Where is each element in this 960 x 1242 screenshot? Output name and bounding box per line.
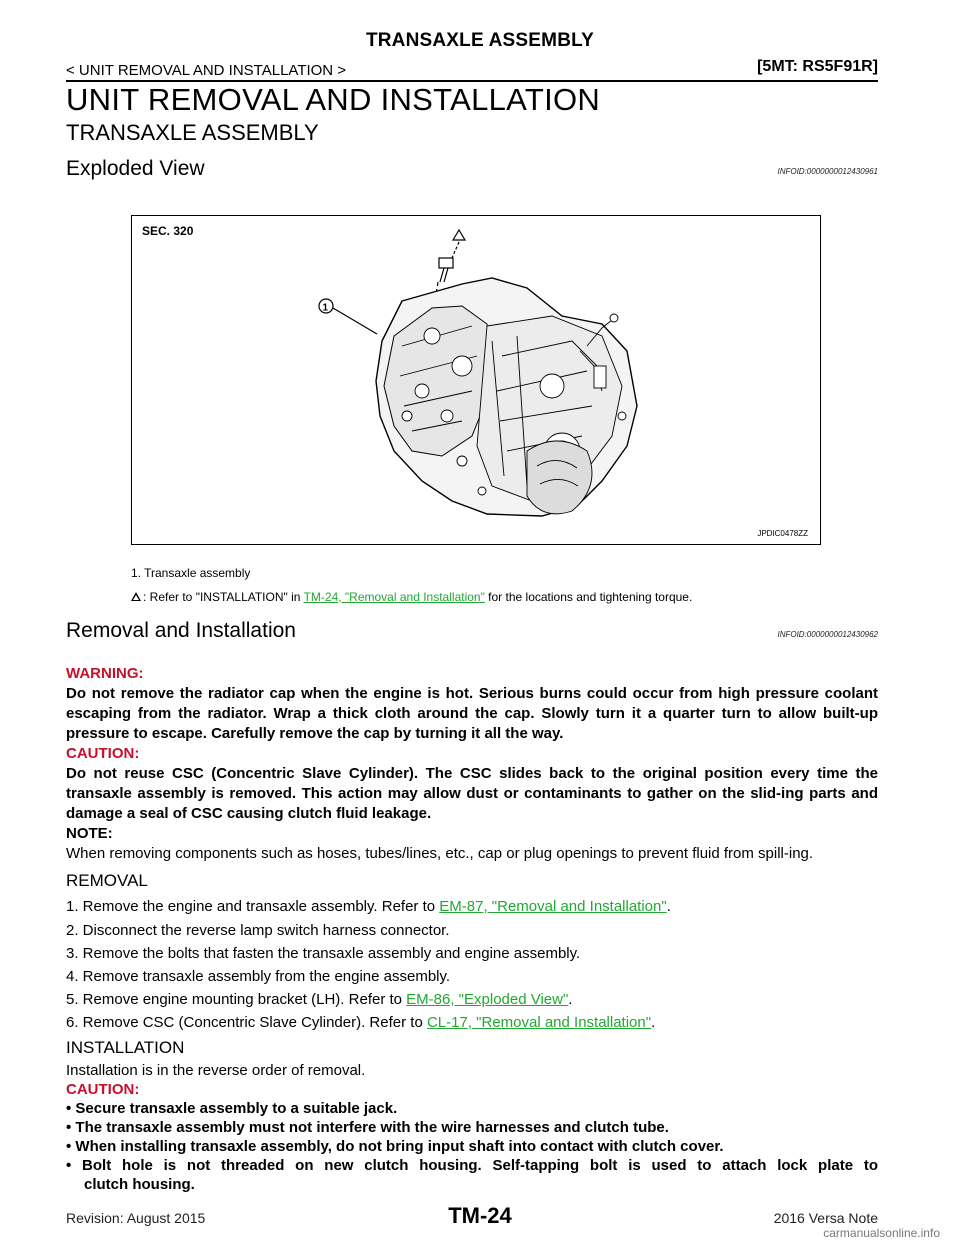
breadcrumb: < UNIT REMOVAL AND INSTALLATION > [66,62,347,79]
revision-date: Revision: August 2015 [66,1210,206,1226]
removal-step-3: 3. Remove the bolts that fasten the transaxle assembly and engine assembly. [66,945,581,962]
link-tm-24[interactable]: TM-24, "Removal and Installation" [303,590,485,604]
installation-caution-label: CAUTION: [66,1081,140,1098]
triangle-icon [131,592,141,601]
exploded-view-figure [131,215,821,545]
page-header-title: TRANSAXLE ASSEMBLY [365,30,595,51]
removal-installation-heading: Removal and Installation [66,619,296,642]
page-number: TM-24 [448,1203,512,1228]
installation-bullet-4-cont: clutch housing. [84,1176,195,1193]
model-code: [5MT: RS5F91R] [757,58,878,75]
figure-sec-label: SEC. 320 [142,224,194,238]
link-cl-17[interactable]: CL-17, "Removal and Installation" [426,1014,652,1031]
link-em-87[interactable]: EM-87, "Removal and Installation" [439,898,667,915]
legend-note: : Refer to "INSTALLATION" in TM-24, "Removal and Installation" for the locations and tightening torque. [131,590,692,604]
infoid-removal-installation: INFOID:0000000012430962 [777,630,878,639]
removal-step-4: 4. Remove transaxle assembly from the engine assembly. [66,968,451,985]
removal-step-1: 1. Remove the engine and transaxle assembly. Refer to EM-87, "Removal and Installation". [66,898,671,915]
warning-text: Do not remove the radiator cap when the engine is hot. Serious burns could occur from high pressure coolant escaping from the radiator. Wrap a thick cloth around the cap. Slowly turn it a quarter turn to allow built-up pressure to escape. Carefully remove the cap by turning it all the way. [66,685,878,742]
section-title: UNIT REMOVAL AND INSTALLATION [66,82,601,117]
model-year: 2016 Versa Note [773,1210,878,1226]
exploded-view-heading: Exploded View [66,157,205,180]
note-text: When removing components such as hoses, tubes/lines, etc., cap or plug openings to prevent fluid from spill-ing. [66,845,814,862]
callout-number [323,303,329,314]
figure-code: JPDIC0478ZZ [757,529,808,538]
subsection-title: TRANSAXLE ASSEMBLY [66,120,319,145]
legend-item-1: 1. Transaxle assembly [131,566,251,580]
installation-intro: Installation is in the reverse order of removal. [66,1062,366,1079]
svg-text:1: 1 [322,302,329,314]
removal-step-2: 2. Disconnect the reverse lamp switch harness connector. [66,922,450,939]
removal-step-5: 5. Remove engine mounting bracket (LH). Refer to EM-86, "Exploded View". [66,991,573,1008]
installation-heading: INSTALLATION [66,1038,185,1057]
removal-step-6: 6. Remove CSC (Concentric Slave Cylinder). Refer to CL-17, "Removal and Installation". [66,1014,656,1031]
removal-heading: REMOVAL [66,871,148,890]
installation-bullet-2: • The transaxle assembly must not interfere with the wire harnesses and clutch tube. [66,1119,669,1136]
transaxle-illustration [132,216,822,546]
safety-notes [66,664,878,864]
installation-bullet-1: • Secure transaxle assembly to a suitable jack. [66,1100,398,1117]
caution-label: CAUTION: [66,745,140,762]
note-label: NOTE: [66,825,113,842]
link-em-86[interactable]: EM-86, "Exploded View" [406,991,569,1008]
warning-label: WARNING: [66,665,144,682]
caution-text: Do not reuse CSC (Concentric Slave Cylinder). The CSC slides back to the original position every time the transaxle assembly is removed. This action may allow dust or contaminants to gather on the slid-ing parts and damage a seal of CSC causing clutch fluid leakage. [66,765,878,822]
installation-bullet-4: • Bolt hole is not threaded on new clutch housing. Self-tapping bolt is used to attach lock plate to [66,1157,878,1174]
infoid-exploded-view: INFOID:0000000012430961 [777,167,878,176]
watermark: carmanualsonline.info [823,1226,940,1240]
installation-bullet-3: • When installing transaxle assembly, do not bring input shaft into contact with clutch cover. [66,1138,724,1155]
